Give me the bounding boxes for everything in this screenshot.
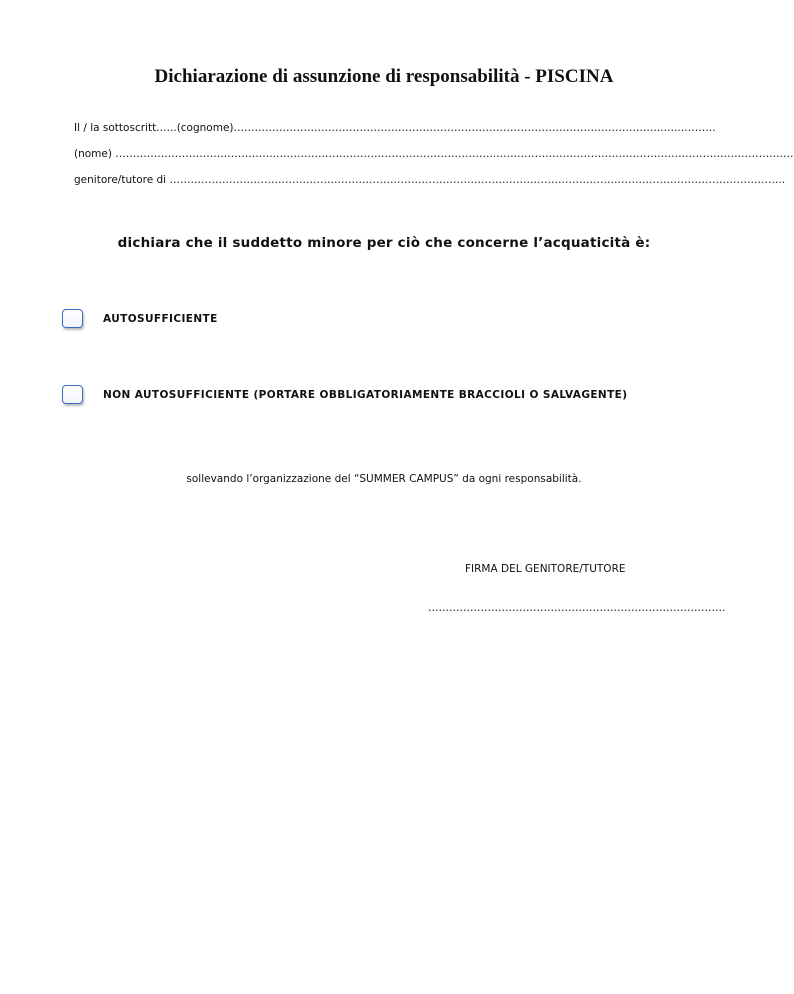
checkbox-non-autosufficiente[interactable] [62,385,83,404]
document-title: Dichiarazione di assunzione di responsabilità - PISCINA [154,66,614,87]
signature-label: FIRMA DEL GENITORE/TUTORE [465,563,626,575]
declaration-heading: dichiara che il suddetto minore per ciò che concerne l’acquaticità è: [117,235,651,251]
option-autosufficiente[interactable] [62,309,218,328]
option-label-non-autosufficiente: NON AUTOSUFFICIENTE (PORTARE OBBLIGATORIAMENTE BRACCIOLI O SALVAGENTE) [103,388,628,401]
parent-field-line[interactable]: genitore/tutore di ………………………………………………………………………………………………………………………………………………………….. [74,174,786,186]
name-field-line[interactable]: (nome) ………………………………………..……………………………………………………..……………………………………………………………………….… [74,148,794,160]
option-non-autosufficiente[interactable] [62,385,627,404]
release-statement: sollevando l’organizzazione del “SUMMER CAMPUS” da ogni responsabilità. [186,473,582,485]
option-label-autosufficiente: AUTOSUFFICIENTE [103,312,218,325]
signature-field-line[interactable]: …………………………………………………………………………. [428,602,726,614]
checkbox-autosufficiente[interactable] [62,309,83,328]
surname-field-line[interactable]: Il / la sottoscritt…...(cognome)………………………………………………………………………………………………….………..…..………. [74,122,716,134]
